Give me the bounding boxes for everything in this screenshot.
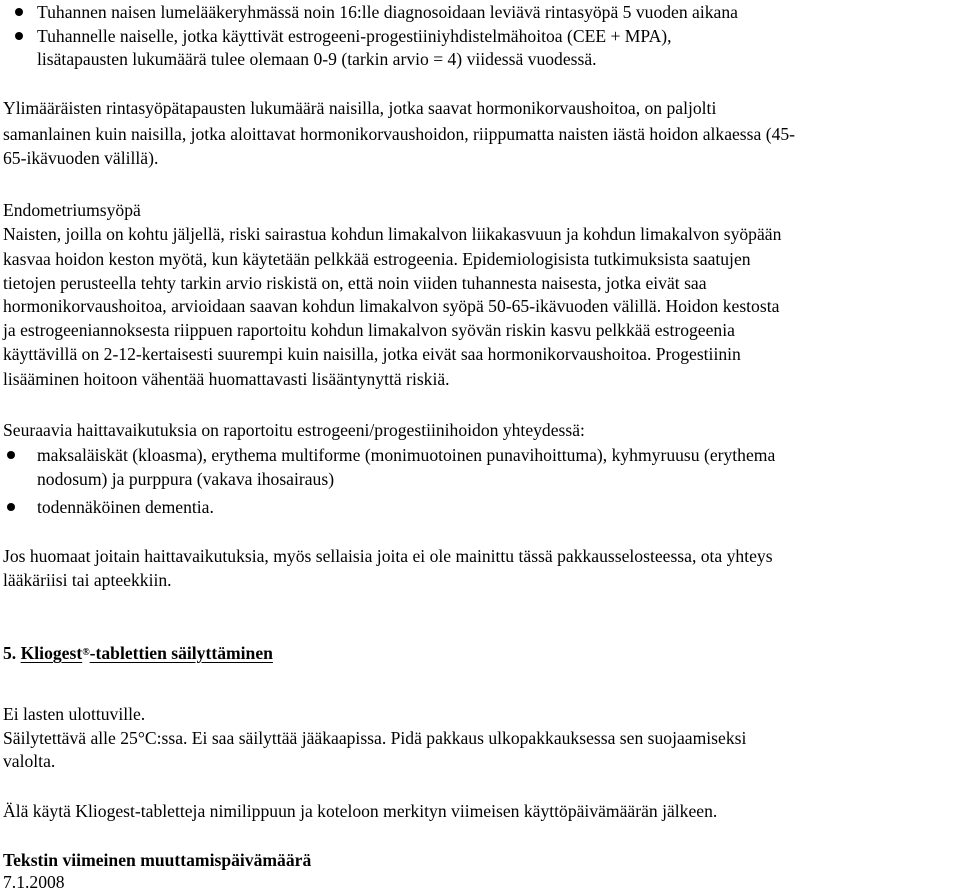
section-subheading: Endometriumsyöpä (3, 200, 141, 220)
notice-line: Jos huomaat joitain haittavaikutuksia, myös sellaisia joita ei ole mainittu tässä pakkausselosteessa, ota yhteys (3, 546, 773, 566)
section-title-brand: Kliogest (20, 643, 83, 663)
storage-line: valolta. (3, 751, 56, 771)
paragraph-line: Naisten, joilla on kohtu jäljellä, riski sairastua kohdun limakalvon liikakasvuun ja kohdun limakalvon syöpään (3, 224, 782, 244)
registered-mark: ® (82, 647, 90, 658)
bullet-dot (7, 451, 15, 459)
paragraph-line: 65-ikävuoden välillä). (3, 148, 159, 168)
expiry-note: Älä käytä Kliogest-tabletteja nimilippuun ja koteloon merkityn viimeisen käyttöpäivämäärän jälkeen. (3, 801, 718, 821)
side-effect-item: maksaläiskät (kloasma), erythema multiforme (monimuotoinen punavihoittuma), kyhmyruusu (erythema (37, 445, 776, 465)
bullet-dot (15, 32, 23, 40)
side-effects-intro: Seuraavia haittavaikutuksia on raportoitu estrogeeni/progestiinihoidon yhteydessä: (3, 420, 585, 440)
paragraph-line: käyttävillä on 2-12-kertaisesti suurempi kuin naisilla, jotka eivät saa hormonikorvaushoitoa. Progestiinin (3, 344, 741, 364)
bullet-dot (15, 8, 23, 16)
revision-date: 7.1.2008 (3, 872, 65, 892)
paragraph-line: hormonikorvaushoitoa, arvioidaan saavan kohdun limakalvon syöpä 50-65-ikävuoden välillä. Hoidon kestosta (3, 296, 780, 316)
section-number: 5. (3, 643, 17, 663)
notice-line: lääkäriisi tai apteekkiin. (3, 570, 172, 590)
paragraph-line: samanlainen kuin naisilla, jotka aloittavat hormonikorvaushoidon, riippumatta naisten iästä hoidon alkaessa (45- (3, 124, 796, 144)
paragraph-line: tietojen perusteella tehty tarkin arvio riskistä on, että noin viiden tuhannesta naisesta, jotka eivät saa (3, 273, 707, 293)
revision-heading: Tekstin viimeinen muuttamispäivämäärä (3, 850, 312, 870)
paragraph-line: kasvaa hoidon keston myötä, kun käytetään pelkkää estrogeenia. Epidemiologisista tutkimuksista saatujen (3, 249, 751, 269)
bullet-text-continuation: lisätapausten lukumäärä tulee olemaan 0-9 (tarkin arvio = 4) viidessä vuodessä. (37, 49, 597, 69)
paragraph-line: ja estrogeeniannoksesta riippuen raportoitu kohdun limakalvon syövän riskin kasvu pelkkää estrogeenia (3, 320, 735, 340)
storage-line: Säilytettävä alle 25°C:ssa. Ei saa säilyttää jääkaapissa. Pidä pakkaus ulkopakkauksessa sen suojaamiseksi (3, 728, 747, 748)
side-effect-item-continuation: nodosum) ja purppura (vakava ihosairaus) (37, 469, 335, 489)
bullet-text: Tuhannen naisen lumelääkeryhmässä noin 16:lle diagnosoidaan leviävä rintasyöpä 5 vuoden aikana (37, 2, 738, 22)
section-heading (3, 642, 273, 668)
section-title-rest: -tablettien säilyttäminen (89, 643, 273, 663)
side-effect-item: todennäköinen dementia. (37, 497, 214, 517)
bullet-text: Tuhannelle naiselle, jotka käyttivät estrogeeni-progestiiniyhdistelmähoitoa (CEE + MPA), (37, 26, 672, 46)
paragraph-line: Ylimääräisten rintasyöpätapausten lukumäärä naisilla, jotka saavat hormonikorvaushoitoa, on paljolti (3, 98, 717, 118)
bullet-dot (7, 503, 15, 511)
paragraph-line: lisääminen hoitoon vähentää huomattavasti lisääntynyttä riskiä. (3, 369, 450, 389)
storage-line: Ei lasten ulottuville. (3, 704, 146, 724)
